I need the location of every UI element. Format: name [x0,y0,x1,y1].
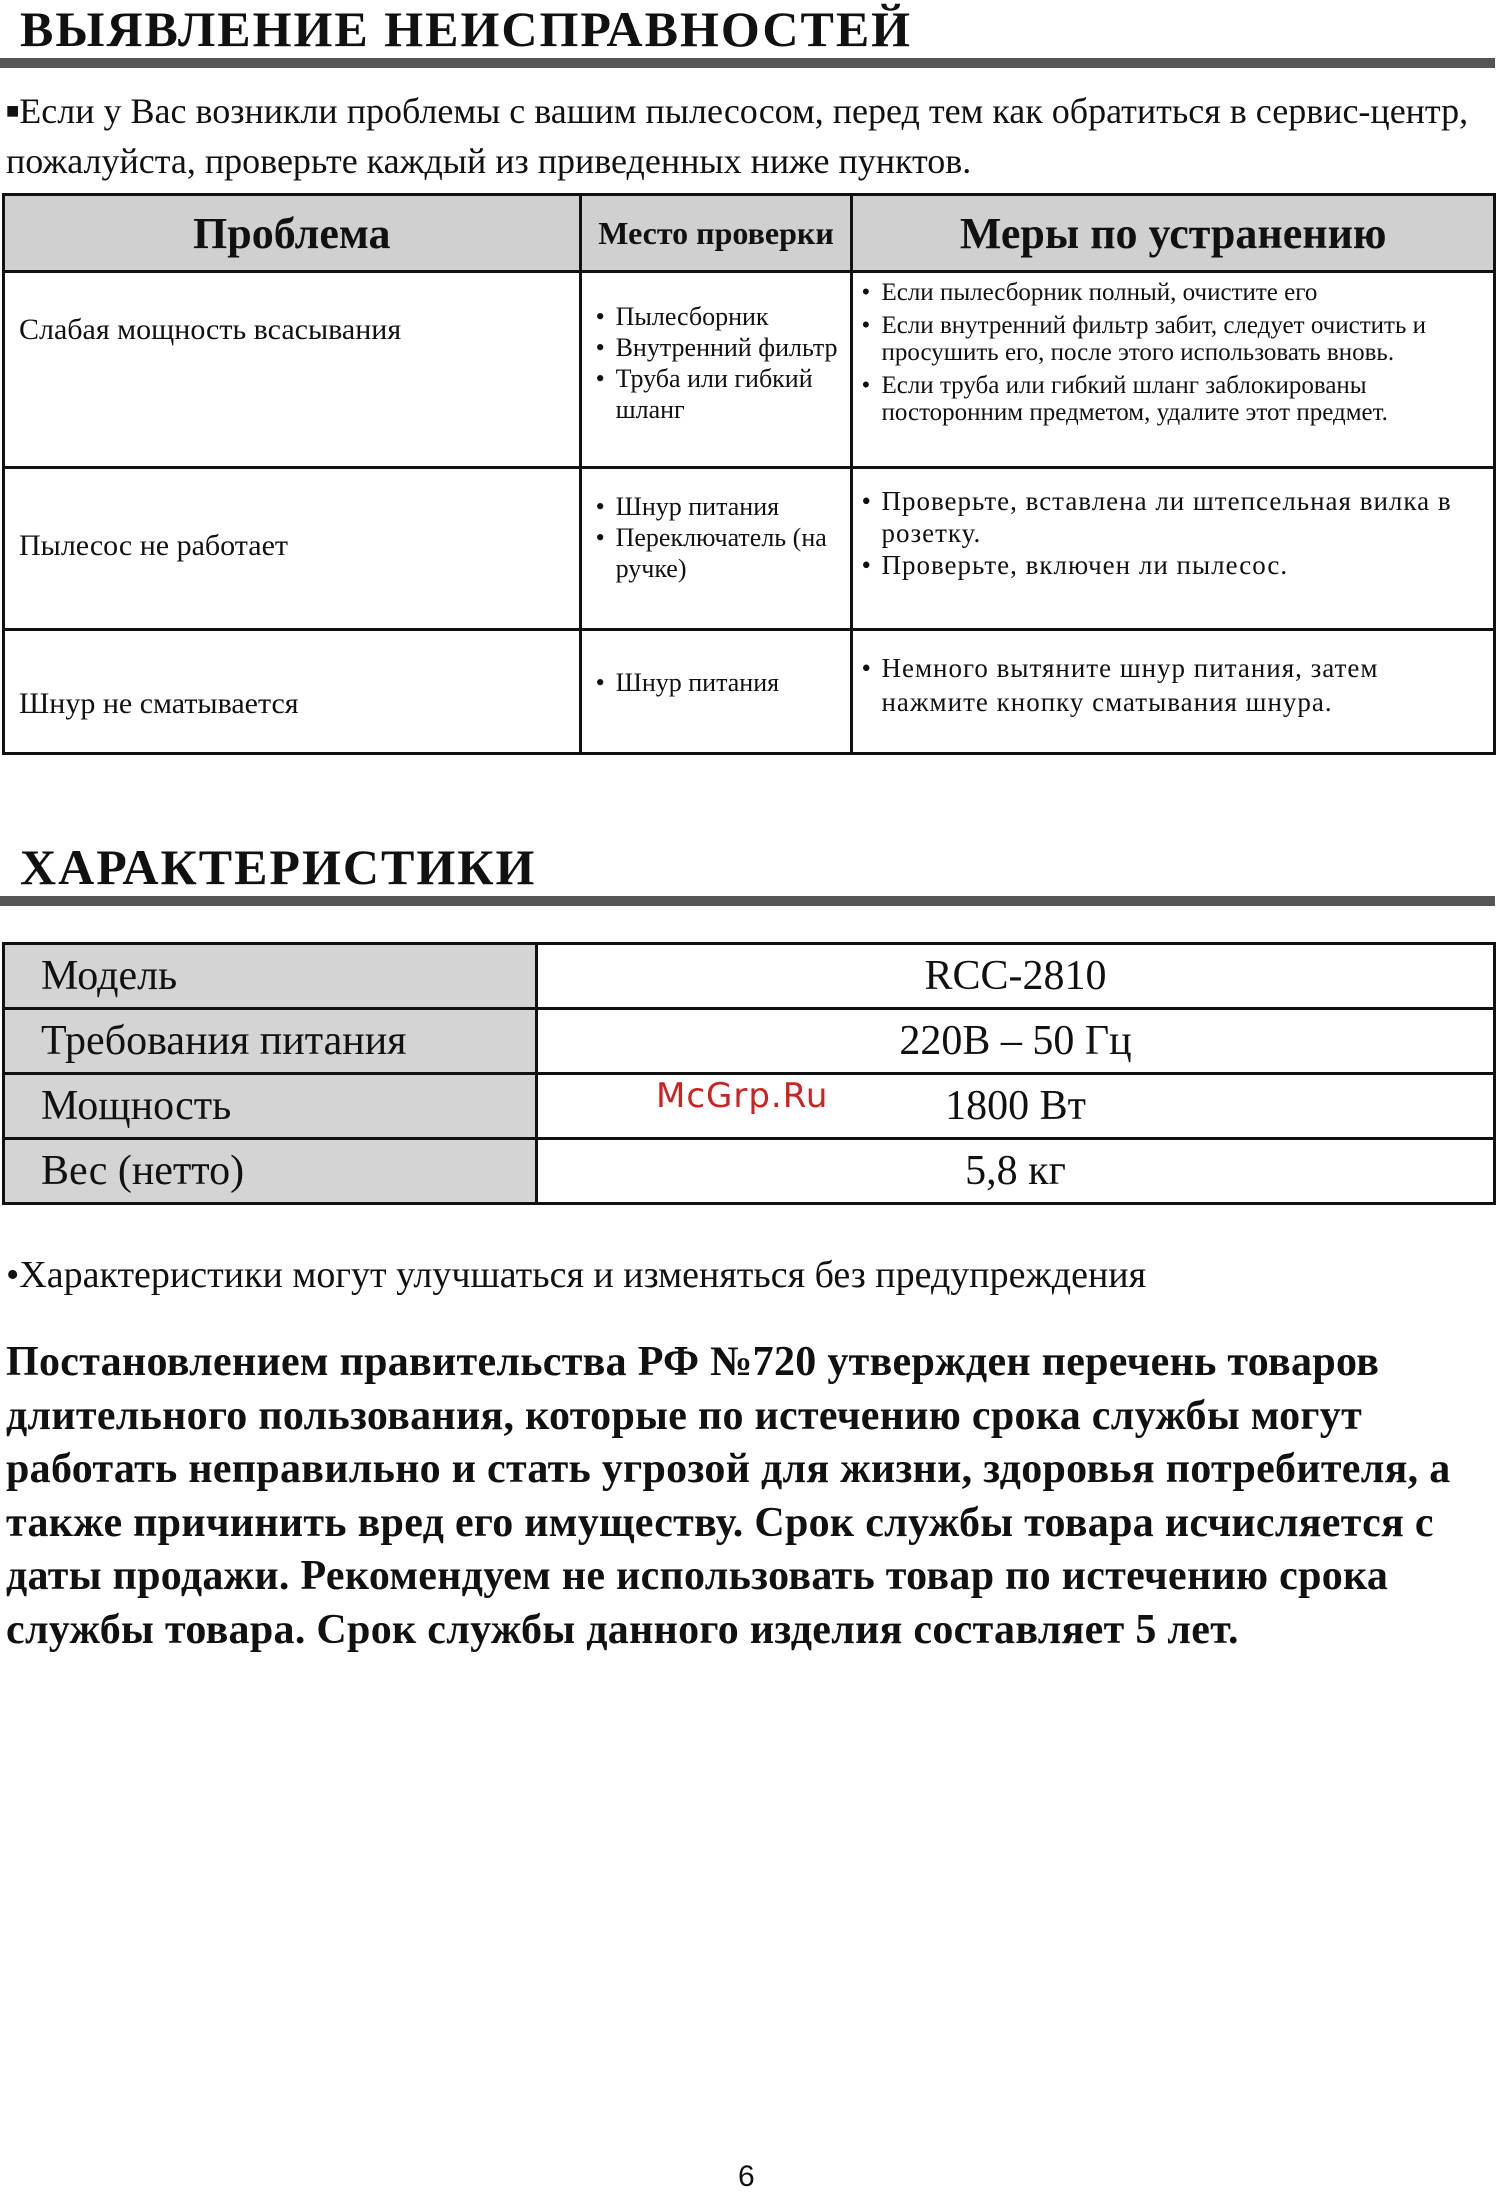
specs-note-text: Характеристики могут улучшаться и изменяться без предупреждения [19,1254,1147,1296]
problem-cell: Пылесос не работает [4,468,581,630]
list-item: • Труба или гибкий шланг [595,364,813,424]
list-item: • Проверьте, вставлена ли штепсельная вилка в розетку. [861,486,1452,548]
remedy-cell [852,468,1495,630]
spec-label: Модель [4,944,537,1009]
table-row [4,1009,1495,1074]
spec-value: 1800 Вт [537,1074,1495,1139]
bullet-icon: • [861,279,871,306]
spec-value: RCC-2810 [537,944,1495,1009]
bullet-icon: • [861,486,872,516]
list-item: • Переключатель (на ручке) [595,523,827,583]
bullet-icon: • [861,653,872,683]
bullet-icon: • [595,333,605,362]
list-item: • Внутренний фильтр [595,333,838,362]
heading-rule [0,896,1495,906]
bullet-icon: • [861,312,871,339]
bullet-icon: • [861,372,871,399]
bullet-icon: • [595,364,605,393]
problem-cell: Слабая мощность всасывания [4,272,581,468]
table-row [4,1139,1495,1204]
bullet-icon: • [595,523,605,552]
remedy-cell [852,272,1495,468]
spec-value: 220В – 50 Гц [537,1009,1495,1074]
remedy-cell [852,630,1495,754]
square-bullet-icon: ■ [6,98,20,123]
watermark: McGrp.Ru [656,1076,829,1116]
list-item: • Шнур питания [595,492,780,521]
specs-table [2,942,1496,1205]
intro-paragraph [6,86,1496,186]
intro-text: Если у Вас возникли проблемы с вашим пылесосом, перед тем как обратиться в сервис-центр, пожалуйста, проверьте каждый из приведенных ниже пунктов. [6,91,1469,181]
table-row [4,630,1495,754]
list-item: • Если труба или гибкий шланг заблокированы посторонним предметом, удалите этот предмет. [861,372,1388,426]
specs-heading: ХАРАКТЕРИСТИКИ [20,839,537,895]
table-row [4,468,1495,630]
bullet-icon: • [595,302,605,331]
troubleshooting-table [2,193,1496,755]
table-row [4,944,1495,1009]
list-item: • Проверьте, включен ли пылесос. [861,550,1289,580]
check-place-cell [580,630,852,754]
spec-label: Требования питания [4,1009,537,1074]
problem-cell: Шнур не сматывается [4,630,581,754]
header-check-place: Место проверки [580,195,852,272]
list-item: • Если пылесборник полный, очистите его [861,279,1318,306]
list-item: • Немного вытяните шнур питания, затем нажмите кнопку сматывания шнура. [861,653,1379,717]
heading-rule [0,58,1495,68]
spec-value: 5,8 кг [537,1139,1495,1204]
header-remedy: Меры по устранению [852,195,1495,272]
specs-note [6,1253,1146,1297]
page-number: 6 [738,2160,755,2193]
check-place-cell [580,468,852,630]
list-item: • Шнур питания [595,668,780,697]
decree-paragraph: Постановлением правительства РФ №720 утвержден перечень товаров длительного пользования, которые по истечению срока службы могут работать неправильно и стать угрозой для жизни, здоровья потребителя, а также причинить вред его имуществу. Срок службы товара исчисляется с даты продажи. Рекомендуем не использовать товар по истечению срока службы товара. Срок службы данного изделия составляет 5 лет. [6,1339,1451,1653]
spec-label: Вес (нетто) [4,1139,537,1204]
bullet-icon: • [595,492,605,521]
list-item: • Если внутренний фильтр забит, следует очистить и просушить его, после этого использовать вновь. [861,312,1426,366]
bullet-icon: • [861,550,872,580]
check-place-cell [580,272,852,468]
list-item: • Пылесборник [595,302,769,331]
header-problem: Проблема [4,195,581,272]
spec-label: Мощность [4,1074,537,1139]
troubleshooting-heading: ВЫЯВЛЕНИЕ НЕИСПРАВНОСТЕЙ [20,1,913,57]
table-row [4,272,1495,468]
table-header-row [4,195,1495,272]
bullet-icon: • [6,1254,20,1296]
bullet-icon: • [595,668,605,697]
